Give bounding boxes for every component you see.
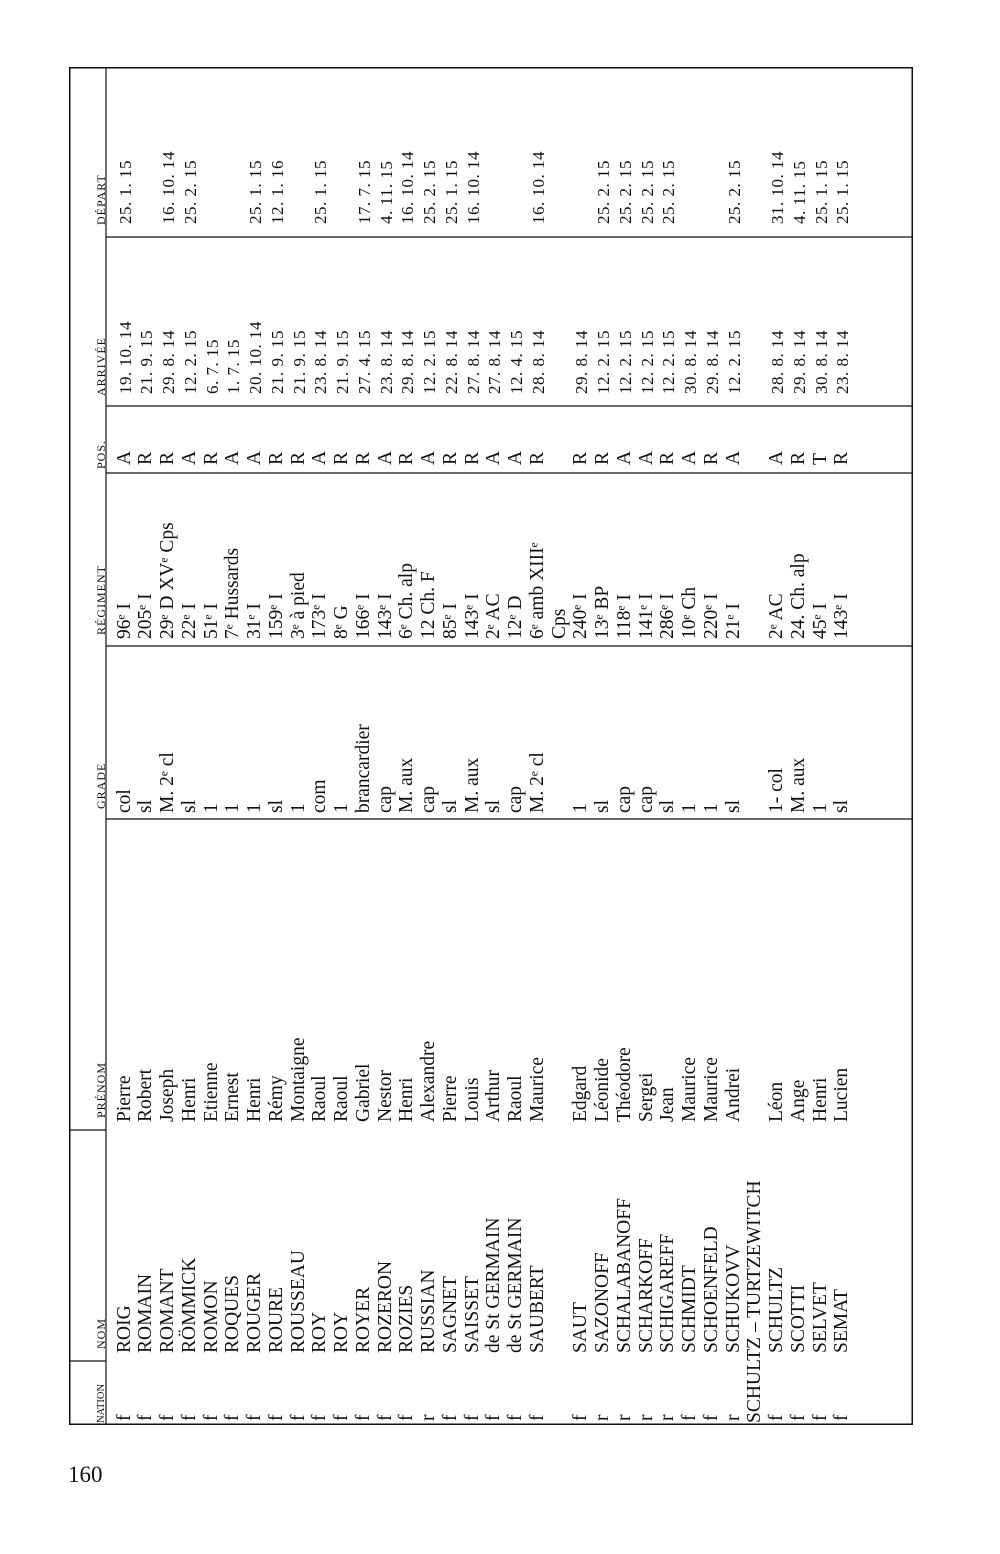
cell-depart: 25. 2. 15	[637, 160, 657, 224]
cell-arrivee: 21. 9. 15	[137, 330, 157, 394]
cell-pos: R	[526, 451, 548, 465]
cell-arrivee: 21. 9. 15	[267, 330, 287, 394]
cell-depart: 12. 1. 16	[267, 160, 287, 224]
cell-prenom: Sergei	[635, 1072, 657, 1122]
cell-nation: f	[287, 1414, 309, 1421]
cell-pos: R	[461, 451, 483, 465]
cell-depart: 25. 2. 15	[724, 160, 744, 224]
cell-nom: SCHULTZ – TURTZEWITCH	[744, 1180, 766, 1423]
cell-prenom: Raoul	[331, 1075, 352, 1122]
cell-prenom: Maurice	[679, 1057, 700, 1122]
cell-grade: sl	[265, 799, 287, 813]
cell-depart: 25. 1. 15	[441, 160, 461, 224]
cell-nation: r	[635, 1414, 657, 1421]
cell-regiment: 96ᵉ I	[113, 603, 135, 639]
cell-depart: 25. 1. 15	[311, 160, 331, 224]
cell-depart: 31. 10. 14	[768, 151, 787, 224]
cell-prenom: Andrei	[722, 1067, 744, 1122]
cell-prenom: Pierre	[439, 1075, 461, 1122]
cell-prenom: Louis	[461, 1077, 483, 1122]
cell-pos: R	[592, 451, 613, 465]
cell-pos: A	[374, 450, 396, 465]
cell-nation: f	[439, 1414, 461, 1421]
cell-prenom: Gabriel	[352, 1063, 374, 1122]
cell-regiment: 205ᵉ I	[135, 593, 157, 639]
cell-nation: f	[483, 1414, 505, 1421]
cell-depart: 25. 2. 15	[659, 160, 679, 224]
cell-prenom: Théodore	[613, 1047, 635, 1122]
cell-depart: 16. 10. 14	[463, 151, 483, 224]
cell-nom: SCHIGAREFF	[657, 1233, 679, 1353]
cell-nation: f	[113, 1414, 135, 1421]
cell-regiment: 6ᵉ Ch. alp	[396, 563, 418, 639]
cell-nation: f	[766, 1414, 787, 1421]
cell-nation: f	[461, 1414, 483, 1421]
cell-arrivee: 29. 8. 14	[159, 330, 178, 394]
cell-nom: ROURE	[265, 1286, 287, 1353]
cell-grade: com	[309, 779, 331, 813]
cell-nation: f	[222, 1414, 244, 1421]
cell-regiment: 3ᵉ à pied	[287, 572, 309, 639]
cell-nation: f	[331, 1414, 352, 1421]
cell-prenom: Léon	[766, 1081, 787, 1122]
cell-prenom: Léonide	[592, 1058, 613, 1122]
cell-grade: cap	[505, 785, 526, 813]
cell-prenom: Edgard	[570, 1065, 592, 1122]
cell-regiment: 143ᵉ I	[461, 593, 483, 639]
cell-arrivee: 30. 8. 14	[811, 330, 831, 394]
cell-arrivee: 29. 8. 14	[702, 330, 722, 394]
cell-pos: T	[809, 453, 831, 465]
cell-nom: RÖMMICK	[178, 1257, 200, 1353]
cell-prenom: Lucien	[831, 1067, 853, 1122]
cell-pos: R	[157, 451, 178, 465]
cell-grade: M. aux	[787, 757, 809, 813]
cell-regiment: 118ᵉ I	[613, 594, 635, 639]
cell-prenom: Rémy	[265, 1075, 287, 1122]
cell-grade: M. aux	[396, 757, 418, 813]
cell-nation: r	[592, 1414, 613, 1421]
cell-nation: f	[787, 1414, 809, 1421]
cell-regiment: 240ᵉ I	[570, 593, 592, 639]
cell-pos: R	[287, 451, 309, 465]
cell-nation: f	[157, 1414, 178, 1421]
cell-arrivee: 12. 2. 15	[180, 330, 200, 394]
cell-grade: cap	[613, 785, 635, 813]
cell-regiment: 6ᵉ amb XIIIᵉ	[526, 542, 548, 639]
cell-grade: M. aux	[461, 757, 483, 813]
cell-regiment: 173ᵉ I	[309, 593, 331, 639]
cell-nation: f	[200, 1414, 222, 1421]
cell-grade: sl	[592, 799, 613, 813]
cell-nation: f	[178, 1414, 200, 1421]
cell-grade: brancardier	[352, 724, 374, 813]
cell-arrivee: 27. 8. 14	[485, 330, 505, 394]
cell-nation: f	[265, 1414, 287, 1421]
cell-nom: SCHUKOVV	[722, 1244, 744, 1353]
cell-regiment: 51ᵉ I	[200, 603, 222, 639]
cell-grade: 1	[200, 803, 222, 813]
header-arrivee: ARRIVÉE	[94, 337, 108, 396]
cell-grade: M. 2ᵉ cl	[157, 752, 178, 813]
cell-depart: 16. 10. 14	[159, 151, 178, 224]
cell-grade: cap	[635, 785, 657, 813]
cell-pos: R	[352, 451, 374, 465]
page-number: 160	[68, 1462, 103, 1487]
cell-regiment: 2ᵉ AC	[483, 593, 505, 639]
cell-pos: A	[679, 450, 700, 465]
cell-regiment: 143ᵉ I	[831, 593, 853, 639]
cell-grade: sl	[483, 799, 505, 813]
cell-pos: A	[635, 450, 657, 465]
cell-arrivee: 29. 8. 14	[398, 330, 418, 394]
cell-arrivee: 12. 2. 15	[615, 330, 635, 394]
cell-nation: f	[374, 1414, 396, 1421]
cell-nom: ROZERON	[374, 1260, 396, 1353]
header-nation: NATION	[96, 1383, 107, 1423]
cell-grade: 1	[244, 803, 265, 813]
cell-regiment: 31ᵉ I	[244, 603, 265, 639]
cell-regiment: 159ᵉ I	[265, 593, 287, 639]
header-pos: POS.	[94, 439, 108, 469]
header-regiment: RÉGIMENT	[94, 565, 108, 635]
cell-pos: A	[309, 450, 331, 465]
cell-regiment: 143ᵉ I	[374, 593, 396, 639]
cell-nation: f	[831, 1414, 853, 1421]
cell-grade: 1	[570, 803, 592, 813]
cell-nom: SCHOENFELD	[700, 1226, 722, 1353]
cell-grade: 1	[222, 803, 244, 813]
cell-nom: ROY	[309, 1311, 331, 1353]
cell-grade: 1	[287, 803, 309, 813]
cell-nom: SCHMIDT	[679, 1265, 700, 1353]
cell-prenom: Henri	[396, 1077, 418, 1122]
cell-arrivee: 19. 10. 14	[115, 321, 135, 394]
cell-nom: SCHULTZ	[766, 1267, 787, 1353]
cell-pos: A	[244, 450, 265, 465]
cell-nation: f	[309, 1414, 331, 1421]
cell-arrivee: 12. 2. 15	[659, 330, 679, 394]
cell-prenom: Henri	[178, 1077, 200, 1122]
cell-nation: r	[418, 1414, 439, 1421]
cell-nom: de St GERMAIN	[483, 1217, 505, 1353]
cell-arrivee: 23. 8. 14	[376, 330, 396, 394]
cell-pos: R	[265, 451, 287, 465]
cell-nom: SAUBERT	[526, 1265, 548, 1353]
cell-regiment: 7ᵉ Hussards	[222, 547, 244, 639]
cell-nom: ROMAIN	[135, 1273, 157, 1353]
cell-depart: 17. 7. 15	[354, 160, 374, 224]
cell-depart: 25. 2. 15	[615, 160, 635, 224]
cell-nation: f	[700, 1414, 722, 1421]
cell-nom: SEMAT	[831, 1289, 853, 1353]
cell-arrivee: 12. 2. 15	[420, 330, 439, 394]
cell-prenom: Montaigne	[287, 1037, 309, 1122]
cell-grade: sl	[135, 799, 157, 813]
cell-arrivee: 29. 8. 14	[789, 330, 809, 394]
cell-regiment: 45ᵉ I	[809, 603, 831, 639]
cell-arrivee: 28. 8. 14	[768, 330, 787, 394]
cell-pos: A	[418, 450, 439, 465]
cell-depart: 25. 1. 15	[115, 160, 135, 224]
header-depart: DÉPART	[94, 174, 108, 225]
cell-nom: SCOTTI	[787, 1284, 809, 1353]
cell-nom: ROIG	[113, 1305, 135, 1353]
cell-prenom: Raoul	[309, 1075, 331, 1122]
cell-depart: 25. 2. 15	[420, 160, 439, 224]
cell-pos: A	[505, 450, 526, 465]
cell-pos: A	[766, 450, 787, 465]
cell-nation: r	[657, 1414, 679, 1421]
cell-grade: 1	[700, 803, 722, 813]
cell-nom: SAISSET	[461, 1276, 483, 1353]
cell-nom: SCHARKOFF	[635, 1238, 657, 1353]
cell-regiment-continued: Cps	[548, 608, 570, 639]
cell-regiment: 85ᵉ I	[439, 603, 461, 639]
cell-grade: cap	[374, 785, 396, 813]
cell-regiment: 21ᵉ I	[722, 603, 744, 639]
cell-nation: f	[809, 1414, 831, 1421]
cell-depart: 16. 10. 14	[528, 151, 548, 224]
cell-pos: A	[613, 450, 635, 465]
cell-prenom: Arthur	[483, 1070, 505, 1122]
cell-depart: 25. 2. 15	[180, 160, 200, 224]
cell-regiment: 286ᵉ I	[657, 593, 679, 639]
cell-regiment: 13ᵉ BP	[592, 585, 613, 639]
cell-grade: 1	[679, 803, 700, 813]
cell-prenom: Alexandre	[418, 1040, 439, 1122]
cell-depart: 25. 1. 15	[811, 160, 831, 224]
cell-pos: R	[331, 451, 352, 465]
cell-regiment: 220ᵉ I	[700, 593, 722, 639]
cell-pos: R	[570, 451, 592, 465]
cell-prenom: Etienne	[200, 1062, 222, 1122]
cell-nation: f	[505, 1414, 526, 1421]
cell-grade: 1	[809, 803, 831, 813]
cell-depart: 16. 10. 14	[398, 151, 418, 224]
cell-grade: sl	[722, 799, 744, 813]
cell-nom: de St GERMAIN	[505, 1217, 526, 1353]
cell-pos: R	[657, 451, 679, 465]
cell-prenom: Maurice	[526, 1057, 548, 1122]
cell-arrivee: 21. 9. 15	[289, 330, 309, 394]
cell-nom: SCHALABANOFF	[613, 1198, 635, 1353]
rotated-table-content	[69, 67, 913, 1425]
cell-nation: f	[679, 1414, 700, 1421]
cell-regiment: 141ᵉ I	[635, 593, 657, 639]
cell-pos: A	[483, 450, 505, 465]
cell-nom: SAGNET	[439, 1276, 461, 1353]
cell-nation: r	[722, 1414, 744, 1421]
cell-nom: SAZONOFF	[592, 1252, 613, 1353]
cell-depart: 25. 2. 15	[594, 160, 613, 224]
cell-depart: 4. 11. 15	[789, 160, 809, 224]
cell-regiment: 12 Ch. F	[418, 571, 439, 639]
cell-nom: ROUGER	[244, 1272, 265, 1353]
cell-nom: ROY	[331, 1311, 352, 1353]
header-nom: NOM	[94, 1317, 108, 1349]
cell-pos: A	[222, 450, 244, 465]
cell-prenom: Ernest	[222, 1072, 244, 1122]
cell-nation: f	[135, 1414, 157, 1421]
cell-nom: ROMANT	[157, 1268, 178, 1353]
cell-arrivee: 6. 7. 15	[202, 339, 222, 394]
cell-nation: f	[526, 1414, 548, 1421]
cell-regiment: 2ᵉ AC	[766, 593, 787, 639]
cell-regiment: 29ᵉ D XVᵉ Cps	[157, 522, 178, 639]
cell-depart: 4. 11. 15	[376, 160, 396, 224]
cell-regiment: 10ᵉ Ch	[679, 586, 700, 639]
cell-pos: R	[135, 451, 157, 465]
cell-nation: f	[244, 1414, 265, 1421]
cell-arrivee: 23. 8. 14	[833, 330, 853, 394]
cell-grade: cap	[418, 785, 439, 813]
cell-arrivee: 29. 8. 14	[572, 330, 592, 394]
cell-nom: ROZIES	[396, 1284, 418, 1353]
cell-arrivee: 21. 9. 15	[333, 330, 352, 394]
cell-arrivee: 12. 2. 15	[594, 330, 613, 394]
cell-nation: f	[396, 1414, 418, 1421]
cell-regiment: 12ᵉ D	[505, 595, 526, 639]
cell-prenom: Robert	[135, 1068, 157, 1122]
cell-prenom: Joseph	[157, 1068, 178, 1122]
cell-prenom: Nestor	[374, 1070, 396, 1122]
cell-arrivee: 30. 8. 14	[681, 330, 700, 394]
cell-nom: SAUT	[570, 1302, 592, 1353]
cell-prenom: Henri	[244, 1077, 265, 1122]
cell-prenom: Pierre	[113, 1075, 135, 1122]
cell-arrivee: 1. 7. 15	[224, 339, 244, 394]
cell-prenom: Ange	[787, 1079, 809, 1122]
cell-arrivee: 28. 8. 14	[528, 330, 548, 394]
header-prenom: PRÉNOM	[94, 1061, 108, 1118]
cell-pos: R	[439, 451, 461, 465]
cell-depart: 25. 1. 15	[246, 160, 265, 224]
cell-nation: r	[613, 1414, 635, 1421]
cell-nom: ROUSSEAU	[287, 1250, 309, 1353]
cell-nom: ROMON	[200, 1280, 222, 1353]
cell-depart: 25. 1. 15	[833, 160, 853, 224]
cell-pos: A	[178, 450, 200, 465]
cell-arrivee: 27. 4. 15	[354, 330, 374, 394]
cell-prenom: Maurice	[700, 1057, 722, 1122]
cell-nom: SELVET	[809, 1282, 831, 1353]
cell-grade: sl	[178, 799, 200, 813]
cell-prenom: Raoul	[505, 1075, 526, 1122]
cell-pos: R	[787, 451, 809, 465]
cell-nom: RUSSIAN	[418, 1269, 439, 1353]
cell-grade: sl	[831, 799, 853, 813]
cell-grade: sl	[657, 799, 679, 813]
cell-prenom: Henri	[809, 1077, 831, 1122]
cell-grade: sl	[439, 799, 461, 813]
cell-pos: R	[700, 451, 722, 465]
cell-arrivee: 20. 10. 14	[246, 321, 265, 394]
cell-pos: R	[396, 451, 418, 465]
cell-arrivee: 22. 8. 14	[441, 330, 461, 394]
cell-grade: 1- col	[766, 768, 787, 813]
cell-arrivee: 27. 8. 14	[463, 330, 483, 394]
cell-regiment: 166ᵉ I	[352, 593, 374, 639]
cell-arrivee: 23. 8. 14	[311, 330, 331, 394]
cell-pos: R	[831, 451, 853, 465]
cell-arrivee: 12. 2. 15	[637, 330, 657, 394]
cell-nation: f	[352, 1414, 374, 1421]
header-grade: GRADE	[94, 762, 108, 809]
cell-arrivee: 12. 4. 15	[507, 330, 526, 394]
cell-pos: R	[200, 451, 222, 465]
cell-nom: ROQUES	[222, 1274, 244, 1353]
cell-grade: M. 2ᵉ cl	[526, 752, 548, 813]
cell-prenom: Jean	[657, 1087, 679, 1122]
cell-grade: 1	[331, 803, 352, 813]
cell-regiment: 22ᵉ I	[178, 603, 200, 639]
cell-nom: ROYER	[352, 1286, 374, 1353]
cell-grade: col	[113, 789, 135, 813]
cell-nation: f	[570, 1414, 592, 1421]
cell-arrivee: 12. 2. 15	[724, 330, 744, 394]
cell-regiment: 8ᵉ G	[331, 605, 352, 639]
cell-pos: A	[113, 450, 135, 465]
cell-pos: A	[722, 450, 744, 465]
cell-regiment: 24. Ch. alp	[787, 553, 809, 639]
register-table	[69, 67, 913, 1425]
